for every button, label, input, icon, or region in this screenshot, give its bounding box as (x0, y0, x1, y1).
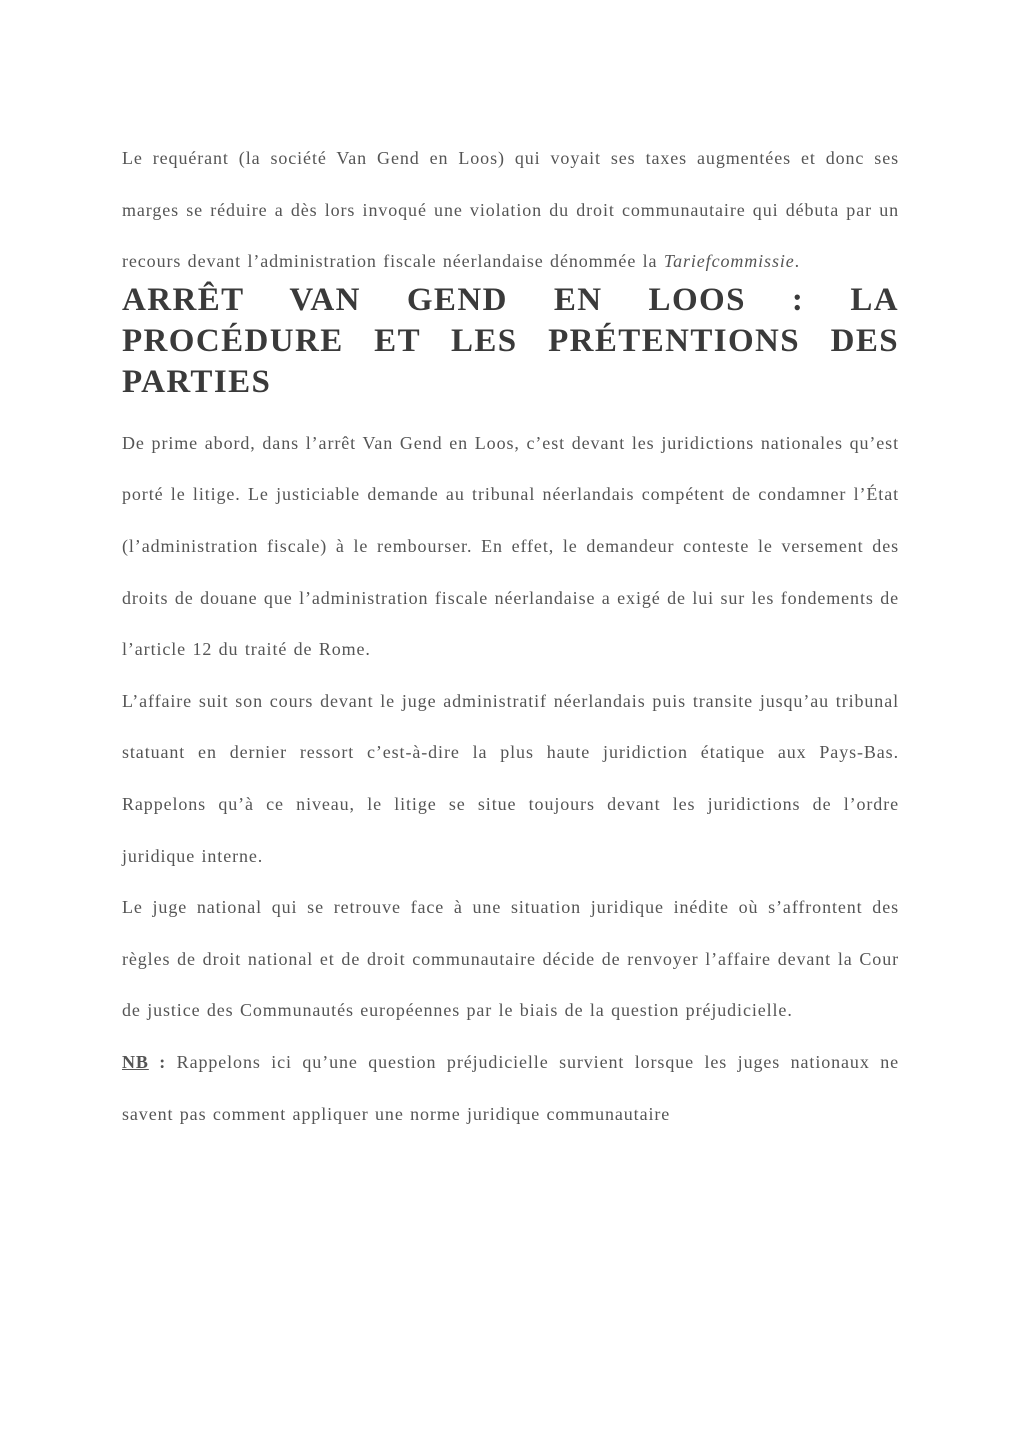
intro-italic-term: Tariefcommissie (663, 251, 795, 272)
paragraph-2: L’affaire suit son cours devant le juge administratif néerlandais puis transite jusqu’au tribunal statuant en dernier ressort c’est-à-dire la plus haute juridiction étatique aux Pays-Bas. Rappelons qu’à ce niveau, le litige se situe toujours devant les juridictions de l’ordre juridique interne. (122, 690, 899, 866)
paragraph-3: Le juge national qui se retrouve face à une situation juridique inédite où s’affrontent des règles de droit national et de droit communautaire décide de renvoyer l’affaire devant la Cour de justice des Communautés européennes par le biais de la question préjudicielle. (122, 897, 899, 1021)
nb-paragraph (122, 1037, 899, 1140)
nb-text: Rappelons ici qu’une question préjudicielle survient lorsque les juges nationaux ne savent pas comment appliquer une norme juridique communautaire (122, 1051, 899, 1124)
nb-label: NB (122, 1051, 149, 1072)
paragraph-1: De prime abord, dans l’arrêt Van Gend en Loos, c’est devant les juridictions nationales qu’est porté le litige. Le justiciable demande au tribunal néerlandais compétent de condamner l’État (l’administration fiscale) à le rembourser. En effet, le demandeur conteste le versement des droits de douane que l’administration fiscale néerlandaise a exigé de lui sur les fondements de l’article 12 du traité de Rome. (122, 432, 899, 660)
section-heading: ARRÊT VAN GEND EN LOOS : LA PROCÉDURE ET LES PRÉTENTIONS DES PARTIES (122, 281, 899, 400)
intro-text: Le requérant (la société Van Gend en Loos) qui voyait ses taxes augmentées et donc ses marges se réduire a dès lors invoqué une violation du droit communautaire qui débuta par un recours devant l’administration fiscale néerlandaise dénommée la (122, 148, 899, 272)
nb-colon: : (148, 1051, 167, 1072)
intro-paragraph (122, 133, 899, 288)
intro-text-end: . (794, 251, 801, 272)
document-page (122, 133, 899, 1140)
